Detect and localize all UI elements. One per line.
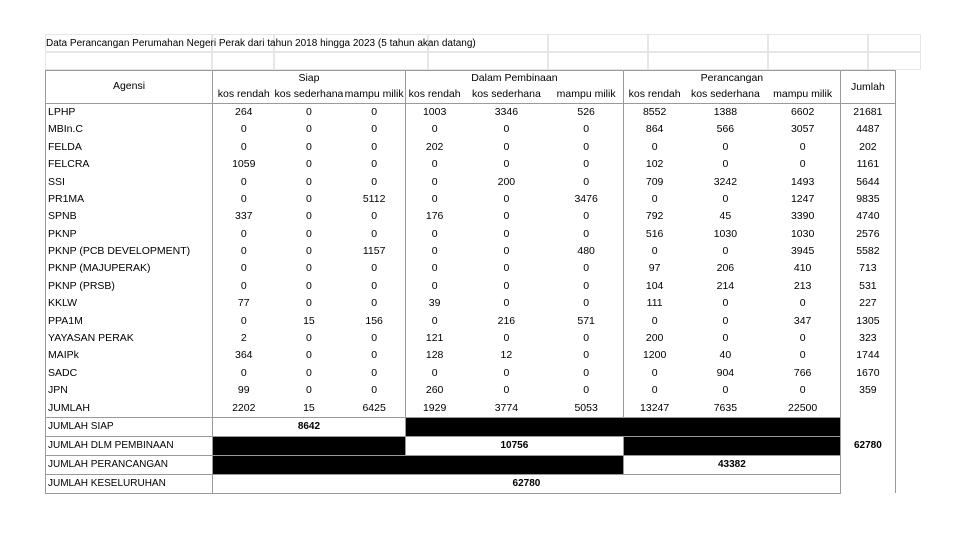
jumlah-row	[46, 399, 896, 417]
table-cell: 0	[306, 175, 312, 188]
jumlah-cell: 7635	[713, 401, 738, 414]
table-cell: 0	[765, 295, 840, 312]
table-cell: 1157	[343, 243, 405, 260]
table-cell: 347	[765, 312, 840, 329]
table-cell: 0	[405, 364, 463, 381]
header-group-perancangan: Perancangan	[623, 71, 840, 86]
table-cell: 102	[623, 156, 685, 173]
table-cell: 0	[765, 347, 840, 364]
table-cell: 709	[623, 173, 685, 190]
table-cell: 0	[623, 243, 685, 260]
table-cell: 0	[213, 173, 275, 190]
table-cell: 0	[343, 121, 405, 138]
summary-value-perancangan: 43382	[623, 455, 840, 474]
agency-name: SPNB	[46, 208, 213, 225]
summary-label-pembinaan: JUMLAH DLM PEMBINAAN	[46, 436, 213, 455]
summary-label-perancangan: JUMLAH PERANCANGAN	[46, 455, 213, 474]
table-cell: 5112	[343, 190, 405, 207]
table-row	[46, 208, 896, 225]
summary-row-perancangan	[46, 455, 896, 474]
table-cell: 0	[213, 312, 275, 329]
table-cell: 0	[306, 349, 312, 362]
table-row	[46, 330, 896, 347]
table-cell: 156	[343, 312, 405, 329]
header-group-siap: Siap	[213, 71, 406, 86]
table-cell: 0	[405, 156, 463, 173]
table-cell: 99	[213, 382, 275, 399]
table-cell: 200	[497, 175, 516, 188]
redacted-block	[213, 455, 624, 474]
table-cell: 0	[343, 225, 405, 242]
table-cell: 0	[306, 227, 312, 240]
table-cell: 0	[213, 121, 275, 138]
summary-value-keseluruhan: 62780	[213, 474, 841, 493]
table-cell: 1003	[405, 104, 463, 121]
table-cell: 0	[343, 104, 405, 121]
table-cell: 3242	[713, 175, 738, 188]
table-cell: 0	[343, 364, 405, 381]
agency-name: YAYASAN PERAK	[46, 330, 213, 347]
table-cell: 202	[405, 138, 463, 155]
table-cell: 97	[623, 260, 685, 277]
row-total: 5644	[840, 173, 895, 190]
table-cell: 2	[213, 330, 275, 347]
jumlah-cell: 5053	[549, 399, 623, 417]
row-total: 359	[840, 382, 895, 399]
summary-row-siap	[46, 417, 896, 436]
table-cell: 0	[306, 366, 312, 379]
table-cell: 0	[343, 347, 405, 364]
table-cell: 0	[503, 384, 510, 397]
table-cell: 0	[765, 138, 840, 155]
table-cell: 40	[719, 349, 732, 362]
table-row	[46, 347, 896, 364]
table-cell: 0	[405, 190, 463, 207]
agency-name: PKNP (MAJUPERAK)	[46, 260, 213, 277]
table-cell: 0	[549, 225, 623, 242]
table-cell: 0	[503, 297, 510, 310]
table-cell: 1493	[765, 173, 840, 190]
summary-row-keseluruhan	[46, 474, 896, 493]
table-cell: 0	[306, 140, 312, 153]
table-cell: 206	[716, 262, 735, 275]
table-cell: 0	[503, 123, 510, 136]
table-cell: 571	[549, 312, 623, 329]
table-cell: 1200	[623, 347, 685, 364]
table-row	[46, 138, 896, 155]
table-row	[46, 121, 896, 138]
table-cell: 0	[213, 243, 275, 260]
table-cell: 0	[722, 140, 729, 153]
table-cell: 0	[503, 192, 510, 205]
table-cell: 0	[343, 330, 405, 347]
table-cell: 45	[719, 210, 732, 223]
table-cell: 0	[549, 156, 623, 173]
table-cell: 0	[306, 210, 312, 223]
agency-name: SSI	[46, 173, 213, 190]
table-row	[46, 295, 896, 312]
table-cell: 0	[549, 364, 623, 381]
agency-name: MAIPk	[46, 347, 213, 364]
table-cell: 0	[405, 277, 463, 294]
table-cell: 0	[343, 173, 405, 190]
agency-name: MBIn.C	[46, 121, 213, 138]
table-cell: 0	[213, 260, 275, 277]
document-title: Data Perancangan Perumahan Negeri Perak dari tahun 2018 hingga 2023 (5 tahun akan datang)	[46, 38, 476, 49]
table-cell: 0	[549, 260, 623, 277]
table-cell: 0	[623, 382, 685, 399]
table-cell: 904	[716, 366, 735, 379]
jumlah-cell: 15	[303, 401, 315, 414]
table-row	[46, 277, 896, 294]
table-cell: 0	[213, 225, 275, 242]
table-cell: 337	[213, 208, 275, 225]
table-cell: 0	[306, 262, 312, 275]
table-cell: 0	[343, 277, 405, 294]
table-cell: 0	[503, 140, 510, 153]
table-cell: 128	[405, 347, 463, 364]
table-cell: 0	[213, 364, 275, 381]
row-total: 21681	[840, 104, 895, 121]
table-cell: 0	[722, 332, 729, 345]
table-cell: 0	[503, 366, 510, 379]
row-total: 1305	[840, 312, 895, 329]
jumlah-cell: 13247	[623, 399, 685, 417]
table-cell: 1030	[765, 225, 840, 242]
table-cell: 364	[213, 347, 275, 364]
agency-name: SADC	[46, 364, 213, 381]
header-jumlah: Jumlah	[840, 71, 895, 104]
row-total: 202	[840, 138, 895, 155]
summary-value-siap: 8642	[213, 417, 406, 436]
agency-name: PKNP (PRSB)	[46, 277, 213, 294]
row-total: 713	[840, 260, 895, 277]
agency-name: FELDA	[46, 138, 213, 155]
table-cell: 0	[306, 192, 312, 205]
table-row	[46, 225, 896, 242]
table-cell: 0	[306, 123, 312, 136]
table-cell: 260	[405, 382, 463, 399]
header-agensi: Agensi	[46, 71, 213, 104]
table-cell: 0	[623, 312, 685, 329]
table-cell: 176	[405, 208, 463, 225]
table-cell: 0	[306, 332, 312, 345]
subheader-pembinaan-kos-sederhana: kos sederhana	[463, 86, 549, 104]
table-cell: 0	[503, 262, 510, 275]
table-cell: 0	[623, 364, 685, 381]
table-cell: 3057	[765, 121, 840, 138]
table-cell: 0	[549, 121, 623, 138]
table-cell: 0	[405, 121, 463, 138]
row-total: 4740	[840, 208, 895, 225]
table-cell: 104	[623, 277, 685, 294]
row-total: 9835	[840, 190, 895, 207]
table-row	[46, 173, 896, 190]
table-cell: 0	[343, 138, 405, 155]
table-cell: 0	[503, 332, 510, 345]
jumlah-cell: 1929	[405, 399, 463, 417]
table-cell: 111	[623, 295, 685, 312]
table-row	[46, 382, 896, 399]
subheader-siap-mampu-milik: mampu milik	[343, 86, 405, 104]
grand-total: 62780	[840, 399, 895, 493]
table-cell: 480	[549, 243, 623, 260]
table-cell: 3346	[494, 106, 519, 119]
summary-row-pembinaan	[46, 436, 896, 455]
table-cell: 1388	[713, 106, 738, 119]
table-cell: 6602	[765, 104, 840, 121]
table-cell: 200	[623, 330, 685, 347]
redacted-block	[405, 417, 840, 436]
row-total: 5582	[840, 243, 895, 260]
table-cell: 0	[503, 158, 510, 171]
table-cell: 0	[722, 297, 729, 310]
table-cell: 213	[765, 277, 840, 294]
table-cell: 121	[405, 330, 463, 347]
table-row	[46, 364, 896, 381]
table-row	[46, 104, 896, 121]
table-row	[46, 243, 896, 260]
table-cell: 12	[500, 349, 513, 362]
table-cell: 0	[343, 260, 405, 277]
table-cell: 0	[765, 382, 840, 399]
agency-name: PPA1M	[46, 312, 213, 329]
table-cell: 0	[306, 297, 312, 310]
table-cell: 0	[306, 106, 312, 119]
subheader-pembinaan-mampu-milik: mampu milik	[549, 86, 623, 104]
table-cell: 0	[722, 314, 729, 327]
table-cell: 3945	[765, 243, 840, 260]
redacted-block	[213, 436, 406, 455]
agency-name: JPN	[46, 382, 213, 399]
table-cell: 0	[343, 156, 405, 173]
row-total: 227	[840, 295, 895, 312]
jumlah-cell: 3774	[494, 401, 519, 414]
table-cell: 0	[549, 295, 623, 312]
table-cell: 0	[623, 138, 685, 155]
table-cell: 0	[213, 138, 275, 155]
row-total: 2576	[840, 225, 895, 242]
jumlah-label: JUMLAH	[46, 399, 213, 417]
table-cell: 264	[213, 104, 275, 121]
table-cell: 0	[306, 384, 312, 397]
table-cell: 0	[503, 279, 510, 292]
table-cell: 516	[623, 225, 685, 242]
table-cell: 0	[549, 138, 623, 155]
table-cell: 0	[722, 245, 729, 258]
agency-name: FELCRA	[46, 156, 213, 173]
table-cell: 0	[306, 279, 312, 292]
table-cell: 1030	[713, 227, 738, 240]
table-cell: 0	[343, 208, 405, 225]
subheader-perancangan-mampu-milik: mampu milik	[765, 86, 840, 104]
table-cell: 15	[303, 314, 315, 327]
jumlah-cell: 22500	[765, 399, 840, 417]
table-cell: 0	[765, 330, 840, 347]
table-cell: 0	[405, 243, 463, 260]
table-cell: 0	[722, 192, 729, 205]
row-total: 531	[840, 277, 895, 294]
subheader-siap-kos-sederhana: kos sederhana	[275, 86, 344, 104]
agency-name: LPHP	[46, 104, 213, 121]
table-cell: 39	[405, 295, 463, 312]
table-cell: 0	[343, 382, 405, 399]
table-cell: 0	[306, 158, 312, 171]
table-row	[46, 260, 896, 277]
table-cell: 0	[549, 330, 623, 347]
row-total: 4487	[840, 121, 895, 138]
row-total: 1161	[840, 156, 895, 173]
table-cell: 410	[765, 260, 840, 277]
table-cell: 3390	[765, 208, 840, 225]
table-cell: 1059	[213, 156, 275, 173]
summary-value-pembinaan: 10756	[405, 436, 623, 455]
table-cell: 0	[213, 190, 275, 207]
table-cell: 0	[765, 156, 840, 173]
table-cell: 0	[549, 208, 623, 225]
table-cell: 526	[549, 104, 623, 121]
table-cell: 0	[306, 245, 312, 258]
summary-label-keseluruhan: JUMLAH KESELURUHAN	[46, 474, 213, 493]
table-cell: 0	[549, 277, 623, 294]
subheader-pembinaan-kos-rendah: kos rendah	[405, 86, 463, 104]
redacted-block	[623, 436, 840, 455]
table-cell: 3476	[549, 190, 623, 207]
table-cell: 0	[549, 347, 623, 364]
table-cell: 0	[503, 210, 510, 223]
table-cell: 216	[497, 314, 516, 327]
table-cell: 0	[503, 245, 510, 258]
table-cell: 0	[405, 225, 463, 242]
jumlah-cell: 2202	[213, 399, 275, 417]
table-cell: 864	[623, 121, 685, 138]
jumlah-cell: 6425	[343, 399, 405, 417]
table-cell: 0	[213, 277, 275, 294]
agency-name: PR1MA	[46, 190, 213, 207]
row-total: 1744	[840, 347, 895, 364]
housing-data-table	[45, 70, 896, 494]
table-cell: 0	[405, 260, 463, 277]
table-cell: 766	[765, 364, 840, 381]
row-total: 1670	[840, 364, 895, 381]
agency-name: PKNP (PCB DEVELOPMENT)	[46, 243, 213, 260]
subheader-perancangan-kos-sederhana: kos sederhana	[685, 86, 765, 104]
table-row	[46, 190, 896, 207]
subheader-siap-kos-rendah: kos rendah	[213, 86, 275, 104]
table-cell: 0	[405, 312, 463, 329]
table-cell: 8552	[623, 104, 685, 121]
table-cell: 0	[722, 384, 729, 397]
table-cell: 0	[722, 158, 729, 171]
table-cell: 0	[623, 190, 685, 207]
table-cell: 0	[549, 173, 623, 190]
header-group-dalam-pembinaan: Dalam Pembinaan	[405, 71, 623, 86]
table-cell: 1247	[765, 190, 840, 207]
table-row	[46, 312, 896, 329]
agency-name: KKLW	[46, 295, 213, 312]
table-row	[46, 156, 896, 173]
summary-label-siap: JUMLAH SIAP	[46, 417, 213, 436]
table-cell: 0	[503, 227, 510, 240]
table-cell: 566	[716, 123, 735, 136]
row-total: 323	[840, 330, 895, 347]
table-cell: 77	[213, 295, 275, 312]
table-cell: 792	[623, 208, 685, 225]
table-cell: 0	[405, 173, 463, 190]
agency-name: PKNP	[46, 225, 213, 242]
table-cell: 0	[343, 295, 405, 312]
table-cell: 0	[549, 382, 623, 399]
table-cell: 214	[716, 279, 735, 292]
subheader-perancangan-kos-rendah: kos rendah	[623, 86, 685, 104]
